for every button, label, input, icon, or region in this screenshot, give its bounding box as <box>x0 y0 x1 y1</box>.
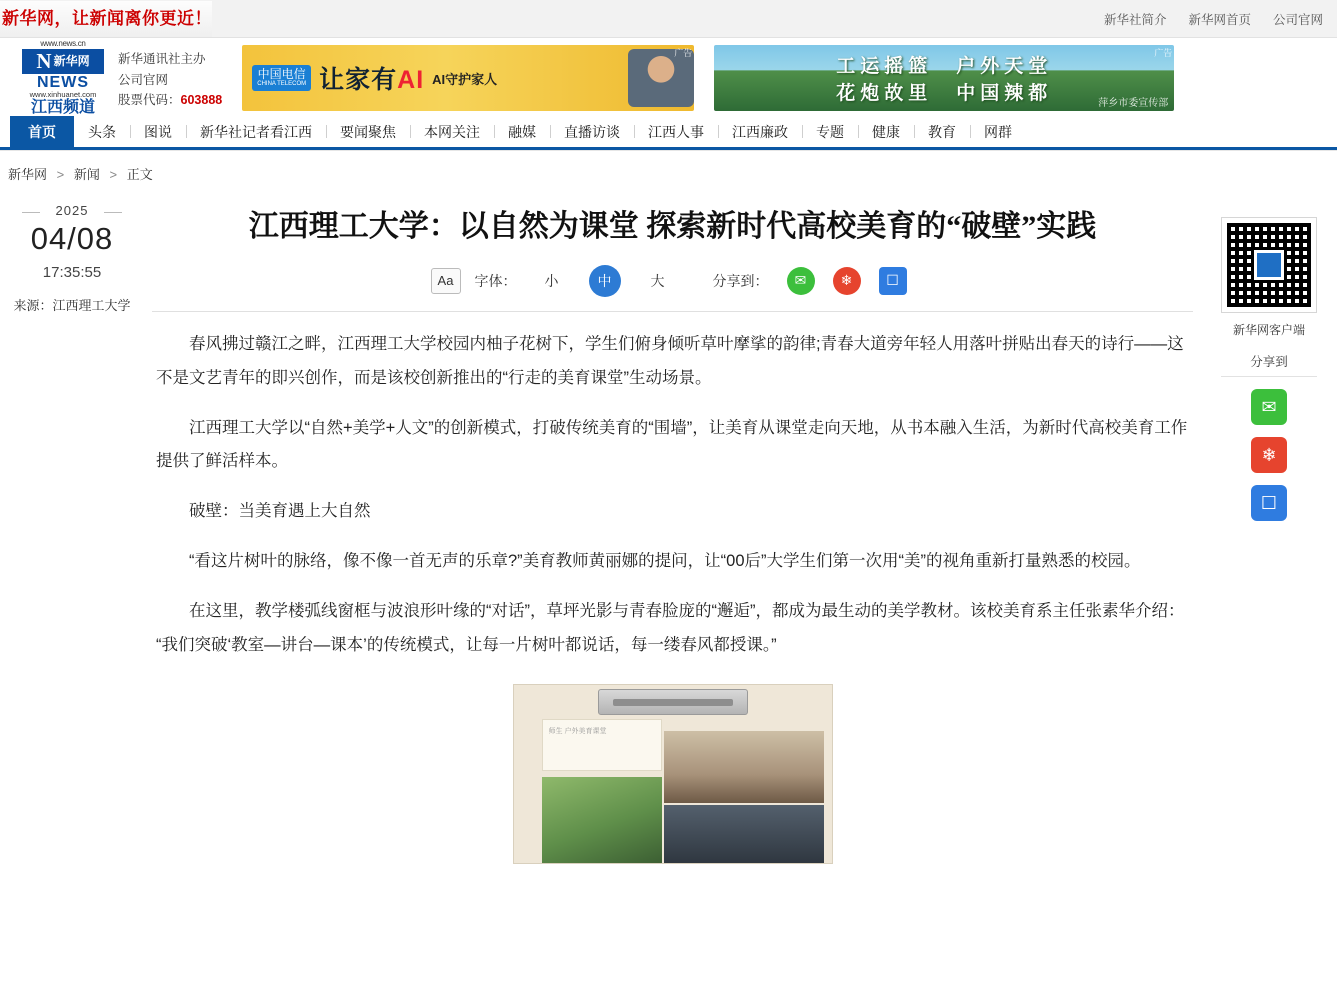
weibo-icon[interactable]: ❄ <box>833 267 861 295</box>
nav-item-education[interactable]: 教育 <box>914 116 970 147</box>
nav-item-live[interactable]: 直播访谈 <box>550 116 634 147</box>
site-logo[interactable] <box>22 40 104 117</box>
ad1-headline-text: 让家有 <box>319 66 398 94</box>
handwritten-note: 师生 户外美育课堂 <box>542 719 662 771</box>
banner-ad-pingxiang[interactable] <box>714 45 1174 111</box>
top-link-home[interactable]: 新华网首页 <box>1188 12 1251 27</box>
nav-item-home[interactable]: 首页 <box>10 116 74 147</box>
ad1-headline-accent: AI <box>397 66 425 94</box>
header-info-line1: 新华通讯社主办 <box>118 52 206 67</box>
breadcrumb-item-2: 正文 <box>126 167 153 182</box>
article-meta-column <box>8 195 136 864</box>
header-info-line2: 公司官网 <box>118 72 169 87</box>
ad1-headline <box>319 60 424 96</box>
nav-item-attention[interactable]: 本网关注 <box>410 116 494 147</box>
site-slogan: 新华网，让新闻离你更近！ <box>0 1 212 37</box>
share-label: 分享到： <box>712 272 769 289</box>
sidebar-mobile-icon[interactable]: ☐ <box>1251 485 1287 521</box>
ad2-line2: 花炮故里 中国辣都 <box>836 83 1053 104</box>
font-size-icon[interactable]: Aa <box>431 268 461 294</box>
telecom-brand-en: CHINA TELECOM <box>257 81 307 88</box>
photo-students <box>664 805 824 863</box>
nav-item-rongmei[interactable]: 融媒 <box>494 116 550 147</box>
logo-badge <box>22 49 104 74</box>
ad-label-1: 广告 <box>674 48 693 58</box>
logo-letter-n: N <box>36 48 52 73</box>
publish-date: 04/08 <box>30 221 114 256</box>
clipboard-clip-icon <box>598 689 748 715</box>
font-size-large[interactable]: 大 <box>650 272 665 289</box>
sidebar <box>1209 195 1329 864</box>
nav-item-personnel[interactable]: 江西人事 <box>634 116 718 147</box>
nav-item-reporters[interactable]: 新华社记者看江西 <box>186 116 326 147</box>
main-nav <box>0 116 1337 150</box>
ad2-source: 萍乡市委宣传部 <box>1098 98 1169 109</box>
page-body <box>0 195 1337 864</box>
sidebar-share-label: 分享到 <box>1221 352 1317 377</box>
font-size-medium[interactable]: 中 <box>589 265 621 297</box>
banner-ad-telecom[interactable] <box>242 45 694 111</box>
photo-classroom <box>664 731 824 803</box>
page-title: 江西理工大学：以自然为课堂 探索新时代高校美育的“破壁”实践 <box>248 210 1097 243</box>
nav-item-network[interactable]: 网群 <box>970 116 1026 147</box>
wechat-icon[interactable]: ✉ <box>787 267 815 295</box>
logo-news-text: NEWS <box>37 73 89 91</box>
breadcrumb-sep-1: > <box>109 167 118 182</box>
top-link-about[interactable]: 新华社简介 <box>1103 12 1167 27</box>
photo-tree <box>542 777 662 863</box>
article-body <box>152 328 1193 865</box>
qr-code-image <box>1227 223 1311 307</box>
ad1-subtext: AI守护家人 <box>432 71 498 87</box>
site-header <box>0 38 1337 116</box>
mobile-icon[interactable]: ☐ <box>879 267 907 295</box>
logo-url-bottom: www.xinhuanet.com <box>29 89 97 99</box>
telecom-brand-cn: 中国电信 <box>257 66 306 81</box>
logo-cn-text: 新华网 <box>53 54 90 69</box>
article-paragraph-2: 江西理工大学以“自然+美学+人文”的创新模式，打破传统美育的“围墙”，让美育从课堂走向天地，从书本融入生活，为新时代高校美育工作提供了鲜活样本。 <box>156 418 1188 471</box>
stock-code-row <box>118 90 222 111</box>
article-column <box>136 195 1209 864</box>
nav-item-special[interactable]: 专题 <box>802 116 858 147</box>
nav-item-focus[interactable]: 要闻聚焦 <box>326 116 410 147</box>
ad-label-2: 广告 <box>1154 48 1173 58</box>
nav-item-integrity[interactable]: 江西廉政 <box>718 116 802 147</box>
sidebar-weibo-icon[interactable]: ❄ <box>1251 437 1287 473</box>
qr-code-icon[interactable] <box>1221 217 1317 313</box>
article-source: 来源：江西理工大学 <box>13 298 131 313</box>
stock-code-label: 股票代码： <box>118 93 181 108</box>
font-size-small[interactable]: 小 <box>544 272 559 289</box>
logo-url-top: www.news.cn <box>40 38 86 48</box>
top-bar-links <box>1104 10 1323 28</box>
article-toolbar <box>152 265 1193 297</box>
header-info <box>118 45 222 111</box>
nav-item-toutiao[interactable]: 头条 <box>88 123 116 140</box>
nav-item-tushuo[interactable]: 图说 <box>130 116 186 147</box>
ad1-content <box>242 49 694 107</box>
logo-channel: 江西频道 <box>30 99 95 117</box>
article-paragraph-1: 春风拂过赣江之畔，江西理工大学校园内柚子花树下，学生们俯身倾听草叶摩挲的韵律;青春大道旁年轻人用落叶拼贴出春天的诗行——这不是文艺青年的即兴创作，而是该校创新推出的“行走的美育课堂”生动场景。 <box>156 334 1184 387</box>
publish-time: 17:35:55 <box>42 264 102 281</box>
article-paragraph-3: “看这片树叶的脉络，像不像一首无声的乐章?”美育教师黄丽娜的提问，让“00后”大学生们第一次用“美”的视角重新打量熟悉的校园。 <box>189 551 1141 570</box>
sidebar-wechat-icon[interactable]: ✉ <box>1251 389 1287 425</box>
stock-code-value: 603888 <box>180 93 223 108</box>
publish-year: 2025 <box>8 203 136 218</box>
article-paragraph-4: 在这里，教学楼弧线窗框与波浪形叶缘的“对话”，草坪光影与青春脸庞的“邂逅”，都成为最生动的美学教材。该校美育系主任张素华介绍：“我们突破‘教室—讲台—课本’的传统模式，让每一片树叶都说话，每一缕春风都授课。” <box>156 601 1185 654</box>
toolbar-divider <box>152 311 1193 312</box>
nav-item-health[interactable]: 健康 <box>858 116 914 147</box>
breadcrumb-sep-0: > <box>56 167 65 182</box>
breadcrumb <box>0 150 1337 195</box>
telecom-brand <box>252 65 311 92</box>
article-subheading: 破壁：当美育遇上大自然 <box>189 502 371 521</box>
breadcrumb-item-1[interactable]: 新闻 <box>73 167 100 182</box>
top-bar <box>0 0 1337 38</box>
breadcrumb-item-0[interactable]: 新华网 <box>8 167 48 182</box>
top-link-company[interactable]: 公司官网 <box>1272 12 1323 27</box>
ad2-line1: 工运摇篮 户外天堂 <box>836 56 1053 77</box>
font-size-label: 字体： <box>474 272 517 289</box>
article-image <box>513 684 833 864</box>
qr-caption: 新华网客户端 <box>1232 323 1305 337</box>
